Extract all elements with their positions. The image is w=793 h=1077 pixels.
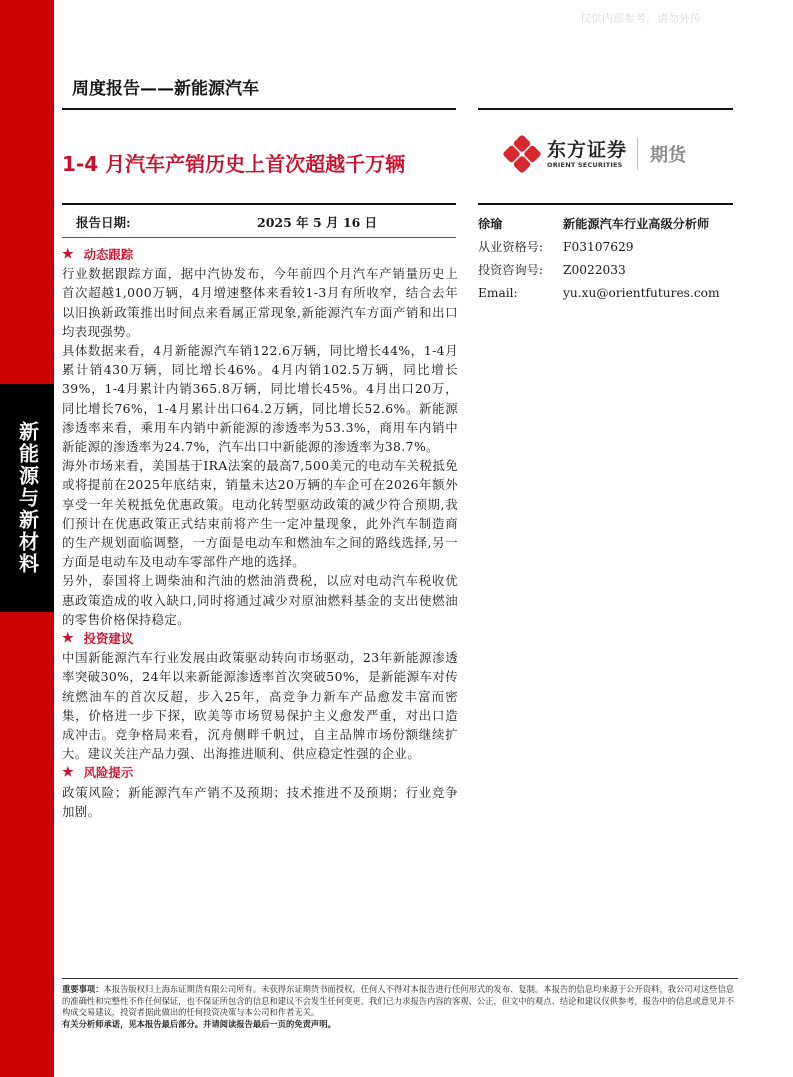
analyst-license-row: [478, 236, 758, 259]
analyst-consult-value: Z0022033: [563, 263, 626, 277]
disclaimer-label: 重要事项：: [62, 984, 104, 994]
report-date-row: [62, 211, 456, 233]
disclaimer-rule: [62, 978, 738, 979]
header-rule-right: [478, 108, 733, 110]
sector-side-label: [0, 384, 54, 612]
analyst-email-row: [478, 282, 758, 305]
orient-logo-icon: [503, 135, 541, 173]
logo-division: 期货: [650, 145, 687, 166]
disclaimer-text: 本报告版权归上海东证期货有限公司所有。未获得东证期货书面授权，任何人不得对本报告进行任何形式的发布、复制。本报告的信息均来源于公开资料，我公司对这些信息的准确性和完整性不作任何保证，也不保证所包含的信息和建议不会发生任何变更。我们已力求报告内容的客观、公正，但文中的观点、结论和建议仅供参考，报告中的信息或意见并不构成交易建议，投资者据此做出的任何投资决策与本公司和作者无关。: [62, 984, 735, 1018]
header-rule-left: [62, 108, 456, 110]
analyst-name: 徐瑜: [478, 217, 503, 231]
analyst-rule: [478, 203, 733, 205]
star-icon: ★: [62, 765, 74, 781]
analyst-email-link[interactable]: yu.xu@orientfutures.com: [563, 286, 720, 300]
paragraph: 另外，泰国将上调柴油和汽油的燃油消费税，以应对电动汽车税收优惠政策造成的收入缺口,同时将通过减少对原油燃料基金的支出使燃油的零售价格保持稳定。: [62, 573, 458, 627]
disclaimer: [62, 984, 742, 1031]
paragraph: 行业数据跟踪方面，据中汽协发布，今年前四个月汽车产销量历史上首次超越1,000万辆，4月增速整体来看较1-3月有所收窄，结合去年以旧换新政策推出时间点来看属正常现象,新能源汽车方面产销和出口均表现强势。: [62, 266, 458, 339]
report-date-label: 报告日期:: [76, 215, 131, 230]
paragraph: 具体数据来看，4月新能源汽车销122.6万辆，同比增长44%，1-4月累计销430万辆，同比增长46%。4月内销102.5万辆，同比增长39%，1-4月累计内销365.8万辆，同比增长45%。4月出口20万，同比增长76%，1-4月累计出口64.2万辆，同比增长52.6%。新能源渗透率来看，乘用车内销中新能源的渗透率为53.3%，商用车内销中新能源的渗透率为24.7%，汽车出口中新能源的渗透率为38.7%。: [62, 343, 458, 455]
analyst-name-row: [478, 213, 758, 236]
report-type-title: 周度报告——新能源汽车: [72, 79, 259, 99]
section-title: 风险提示: [83, 765, 134, 781]
section-title: 动态跟踪: [83, 247, 134, 262]
analyst-license-value: F03107629: [563, 240, 634, 254]
analyst-consult-row: [478, 259, 758, 282]
analyst-license-label: 从业资格号:: [478, 240, 544, 254]
date-rule-top: [62, 203, 456, 205]
analyst-title: 新能源汽车行业高级分析师: [563, 217, 710, 231]
section-heading-risk: [62, 763, 458, 782]
analyst-email-label: Email:: [478, 286, 518, 300]
report-headline: 1-4 月汽车产销历史上首次超越千万辆: [62, 152, 406, 176]
paragraph: 海外市场来看，美国基于IRA法案的最高7,500美元的电动车关税抵免或将提前在2025年底结束，销量未达20万辆的车企可在2026年额外享受一年关税抵免优惠政策。电动化转型驱动政策的减少符合预期,我们预计在优惠政策正式结束前将产生一定冲量现象，此外汽车制造商的生产规划面临调整，一方面是电动车和燃油车之间的路线选择,另一方面是电动车及电动车零部件产地的选择。: [62, 458, 458, 570]
star-icon: ★: [62, 631, 74, 647]
star-icon: ★: [62, 247, 74, 262]
disclaimer-footer: 有关分析师承诺，见本报告最后部分。并请阅读报告最后一页的免责声明。: [62, 1019, 336, 1030]
report-body: [62, 245, 458, 821]
section-heading-tracking: [62, 245, 458, 264]
section-title: 投资建议: [83, 631, 134, 647]
sector-side-label-text: 新能源与新材料: [15, 421, 40, 575]
section-heading-investment: [62, 629, 458, 648]
report-date-value: 2025 年 5 月 16 日: [257, 215, 378, 230]
logo-divider: [637, 138, 638, 170]
date-rule-bottom: [62, 237, 456, 238]
logo-name-cn: 东方证券: [547, 139, 628, 161]
analyst-info: [478, 213, 758, 305]
logo-name-en: ORIENT SECURITIES: [547, 161, 623, 169]
analyst-consult-label: 投资咨询号:: [478, 263, 544, 277]
watermark-text: 仅供内部参考，请勿外传: [580, 12, 701, 25]
orient-securities-logo: [503, 134, 713, 174]
paragraph: 中国新能源汽车行业发展由政策驱动转向市场驱动，23年新能源渗透率突破30%，24年以来新能源渗透率首次突破50%，是新能源车对传统燃油车的首次反超，步入25年，高竞争力新车产品愈发丰富而密集，价格进一步下探，欧美等市场贸易保护主义愈发严重，对出口造成冲击。竞争格局来看，沉舟侧畔千帆过，自主品牌市场份额继续扩大。建议关注产品力强、出海推进顺利、供应稳定性强的企业。: [62, 650, 458, 762]
paragraph: 政策风险；新能源汽车产销不及预期；技术推进不及预期；行业竞争加剧。: [62, 784, 458, 819]
